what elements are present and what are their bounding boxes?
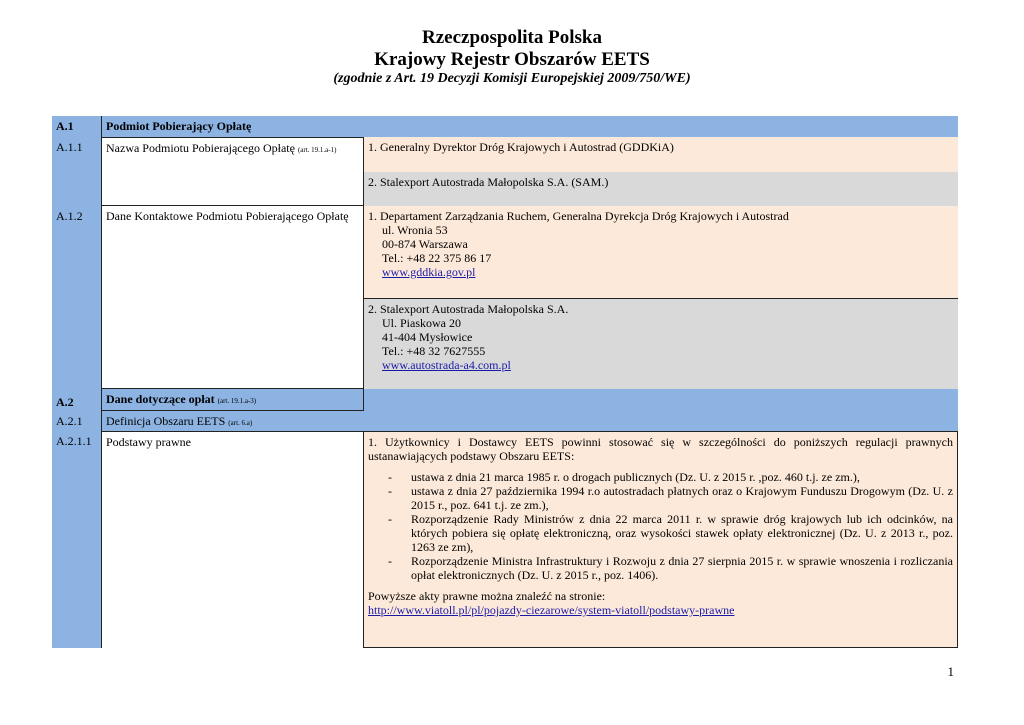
title-line-1: Rzeczpospolita Polska [422,27,602,48]
title-line-3: (zgodnie z Art. 19 Decyzji Komisji Europejskiej 2009/750/WE) [333,71,691,86]
section-fill [363,389,958,411]
row-code: A.1.2 [56,209,83,223]
legal-note: Powyższe akty prawne można znaleźć na stronie: [368,589,606,603]
row-label: Dane Kontaktowe Podmiotu Pobierającego Opłatę [101,206,363,389]
contact-city: 41-404 Mysłowice [382,330,473,344]
subsection-title-text: Definicja Obszaru EETS [106,414,226,428]
row-label [101,137,363,206]
contact-name: 2. Stalexport Autostrada Małopolska S.A. [368,302,569,316]
page-number: 1 [947,664,954,679]
contact-phone: Tel.: +48 32 7627555 [382,344,486,358]
legal-intro: 1. Użytkownicy i Dostawcy EETS powinni stosować się w szczególności do poniższych regulacji prawnych ustanawiających podstawy Obszaru EETS: [368,435,953,463]
row-code: A.1.1 [56,140,83,154]
section-title: Podmiot Pobierający Opłatę [101,116,958,137]
contact-block [363,298,958,389]
value-cell: 2. Stalexport Autostrada Małopolska S.A. (SAM.) [363,172,958,206]
label-text: Nazwa Podmiotu Pobierającego Opłatę [106,141,295,155]
legal-link[interactable]: http://www.viatoll.pl/pl/pojazdy-ciezarowe/system-viatoll/podstawy-prawne [368,603,735,617]
legal-list [368,470,953,582]
article-ref: (art. 19.1.a-1) [297,146,337,154]
article-ref: (art. 6.a) [228,419,253,427]
section-code: A.2 [52,389,101,411]
code-column [52,137,101,389]
section-title-text: Dane dotyczące opłat [106,392,215,406]
article-ref: (art. 19.1.a-3) [217,397,257,405]
contact-name: 1. Departament Zarządzania Ruchem, Generalna Dyrekcja Dróg Krajowych i Autostrad [368,209,789,223]
row-code: A.2.1.1 [52,431,101,648]
contact-street: ul. Wronia 53 [382,223,448,237]
row-code: A.2.1 [52,411,101,431]
list-item: - Rozporządzenie Ministra Infrastruktury i Rozwoju z dnia 27 sierpnia 2015 r. w sprawie wnoszenia i rozliczania opłat elektronicznych (Dz. U. z 2015 r., poz. 1406). [368,554,953,582]
value-cell: 1. Generalny Dyrektor Dróg Krajowych i Autostrad (GDDKiA) [363,137,958,172]
contact-city: 00-874 Warszawa [382,237,468,251]
list-item: - Rozporządzenie Rady Ministrów z dnia 22 marca 2011 r. w sprawie dróg krajowych lub ich odcinków, na których pobiera się opłatę elektroniczną, oraz wysokości stawek opłaty elektronicznej (Dz. U. z 2013 r., poz. 1263 ze zm), [368,512,953,554]
contact-phone: Tel.: +48 22 375 86 17 [382,251,492,265]
list-item: - ustawa z dnia 21 marca 1985 r. o drogach publicznych (Dz. U. z 2015 r. ,poz. 460 t.j. ze zm.), [368,470,953,484]
contact-block [363,206,958,298]
section-title [101,389,363,411]
register-table [52,116,958,648]
legal-basis-cell [363,431,958,648]
row-label: Podstawy prawne [101,431,363,648]
section-code: A.1 [52,116,101,137]
contact-website-link[interactable]: www.autostrada-a4.com.pl [382,358,511,372]
contact-website-link[interactable]: www.gddkia.gov.pl [382,265,476,279]
subsection-title [101,411,958,431]
title-line-2: Krajowy Rejestr Obszarów EETS [374,49,650,70]
contact-street: Ul. Piaskowa 20 [382,316,461,330]
list-item: - ustawa z dnia 27 października 1994 r.o autostradach płatnych oraz o Krajowym Funduszu Drogowym (Dz. U. z 2015 r., poz. 641 t.j. ze zm.), [368,484,953,512]
